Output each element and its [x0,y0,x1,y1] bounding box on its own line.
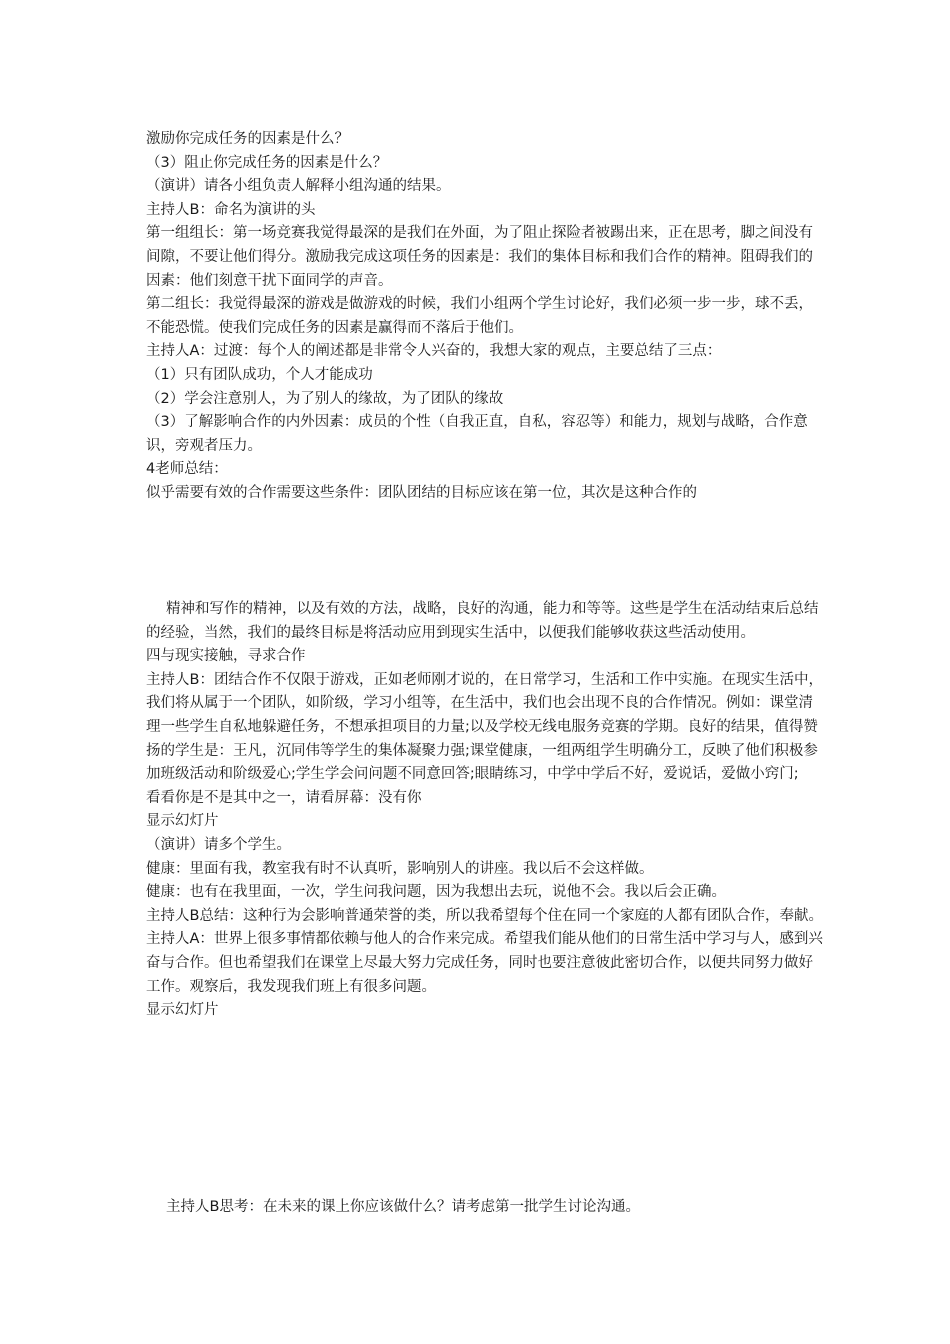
paragraph: （2）学会注意别人，为了别人的缘故，为了团队的缘故 [146,390,504,407]
paragraph: （3）了解影响合作的内外因素：成员的个性（自我正直，自私，容忍等）和能力，规划与战略，合作意识，旁观者压力。 [146,414,808,454]
paragraph: 显示幻灯片 [146,1002,219,1019]
section-heading: 四与现实接触，寻求合作 [146,648,306,665]
paragraph: 主持人A：世界上很多事情都依赖与他人的合作来完成。希望我们能从他们的日常生活中学习与人，感到兴奋与合作。但也希望我们在课堂上尽最大努力完成任务，同时也要注意彼此密切合作，以便共同努力做好工作。观察后，我发现我们班上有很多问题。 [146,931,823,995]
text-block-3 [166,1196,846,1220]
paragraph: 主持人B：命名为演讲的头 [146,201,316,218]
text-block-2 [146,598,826,1023]
paragraph: 第一组组长：第一场竞赛我觉得最深的是我们在外面，为了阻止探险者被踢出来，正在思考，脚之间没有间隙，不要让他们得分。激励我完成这项任务的因素是：我们的集体目标和我们合作的精神。阻碍我们的因素：他们刻意干扰下面同学的声音。 [146,225,813,289]
paragraph: （演讲）请多个学生。 [146,836,291,853]
paragraph: 显示幻灯片 [146,813,219,830]
paragraph: 主持人B思考：在未来的课上你应该做什么？请考虑第一批学生讨论沟通。 [166,1199,640,1215]
paragraph: 看看你是不是其中之一，请看屏幕：没有你 [146,789,422,806]
paragraph: 精神和写作的精神，以及有效的方法，战略，良好的沟通，能力和等等。这些是学生在活动结束后总结的经验，当然，我们的最终目标是将活动应用到现实生活中，以便我们能够收获这些活动使用。 [146,601,819,641]
paragraph: （3）阻止你完成任务的因素是什么？ [146,154,388,171]
paragraph: 主持人B总结：这种行为会影响普通荣誉的类，所以我希望每个住在同一个家庭的人都有团队合作，奉献。 [146,907,823,924]
paragraph: 健康：里面有我，教室我有时不认真听，影响别人的讲座。我以后不会这样做。 [146,860,654,877]
text-block-1 [146,128,826,506]
paragraph: 主持人A：过渡：每个人的阐述都是非常令人兴奋的，我想大家的观点，主要总结了三点： [146,343,722,360]
paragraph: 激励你完成任务的因素是什么？ [146,131,349,147]
paragraph: （演讲）请各小组负责人解释小组沟通的结果。 [146,178,451,195]
paragraph: 健康：也有在我里面，一次，学生问我问题，因为我想出去玩，说他不会。我以后会正确。 [146,884,726,901]
paragraph: 主持人B：团结合作不仅限于游戏，正如老师刚才说的，在日常学习，生活和工作中实施。在现实生活中，我们将从属于一个团队，如阶级，学习小组等，在生活中，我们也会出现不良的合作情况。例如：课堂清理一些学生自私地躲避任务，不想承担项目的力量;以及学校无线电服务竞赛的学期。良好的结果，值得赞扬的学生是：王凡，沉同伟等学生的集体凝聚力强;课堂健康，一组两组学生明确分工，反映了他们积极参加班级活动和阶级爱心;学生学会问问题不同意回答;眼睛练习，中学中学后不好，爱说话，爱做小窍门; [146,671,823,783]
paragraph: 第二组长：我觉得最深的游戏是做游戏的时候，我们小组两个学生讨论好，我们必须一步一步，球不丢，不能恐慌。使我们完成任务的因素是赢得而不落后于他们。 [146,296,813,336]
paragraph: 4老师总结： [146,461,228,478]
paragraph: （1）只有团队成功，个人才能成功 [146,366,373,383]
paragraph: 似乎需要有效的合作需要这些条件：团队团结的目标应该在第一位，其次是这种合作的 [146,484,697,501]
